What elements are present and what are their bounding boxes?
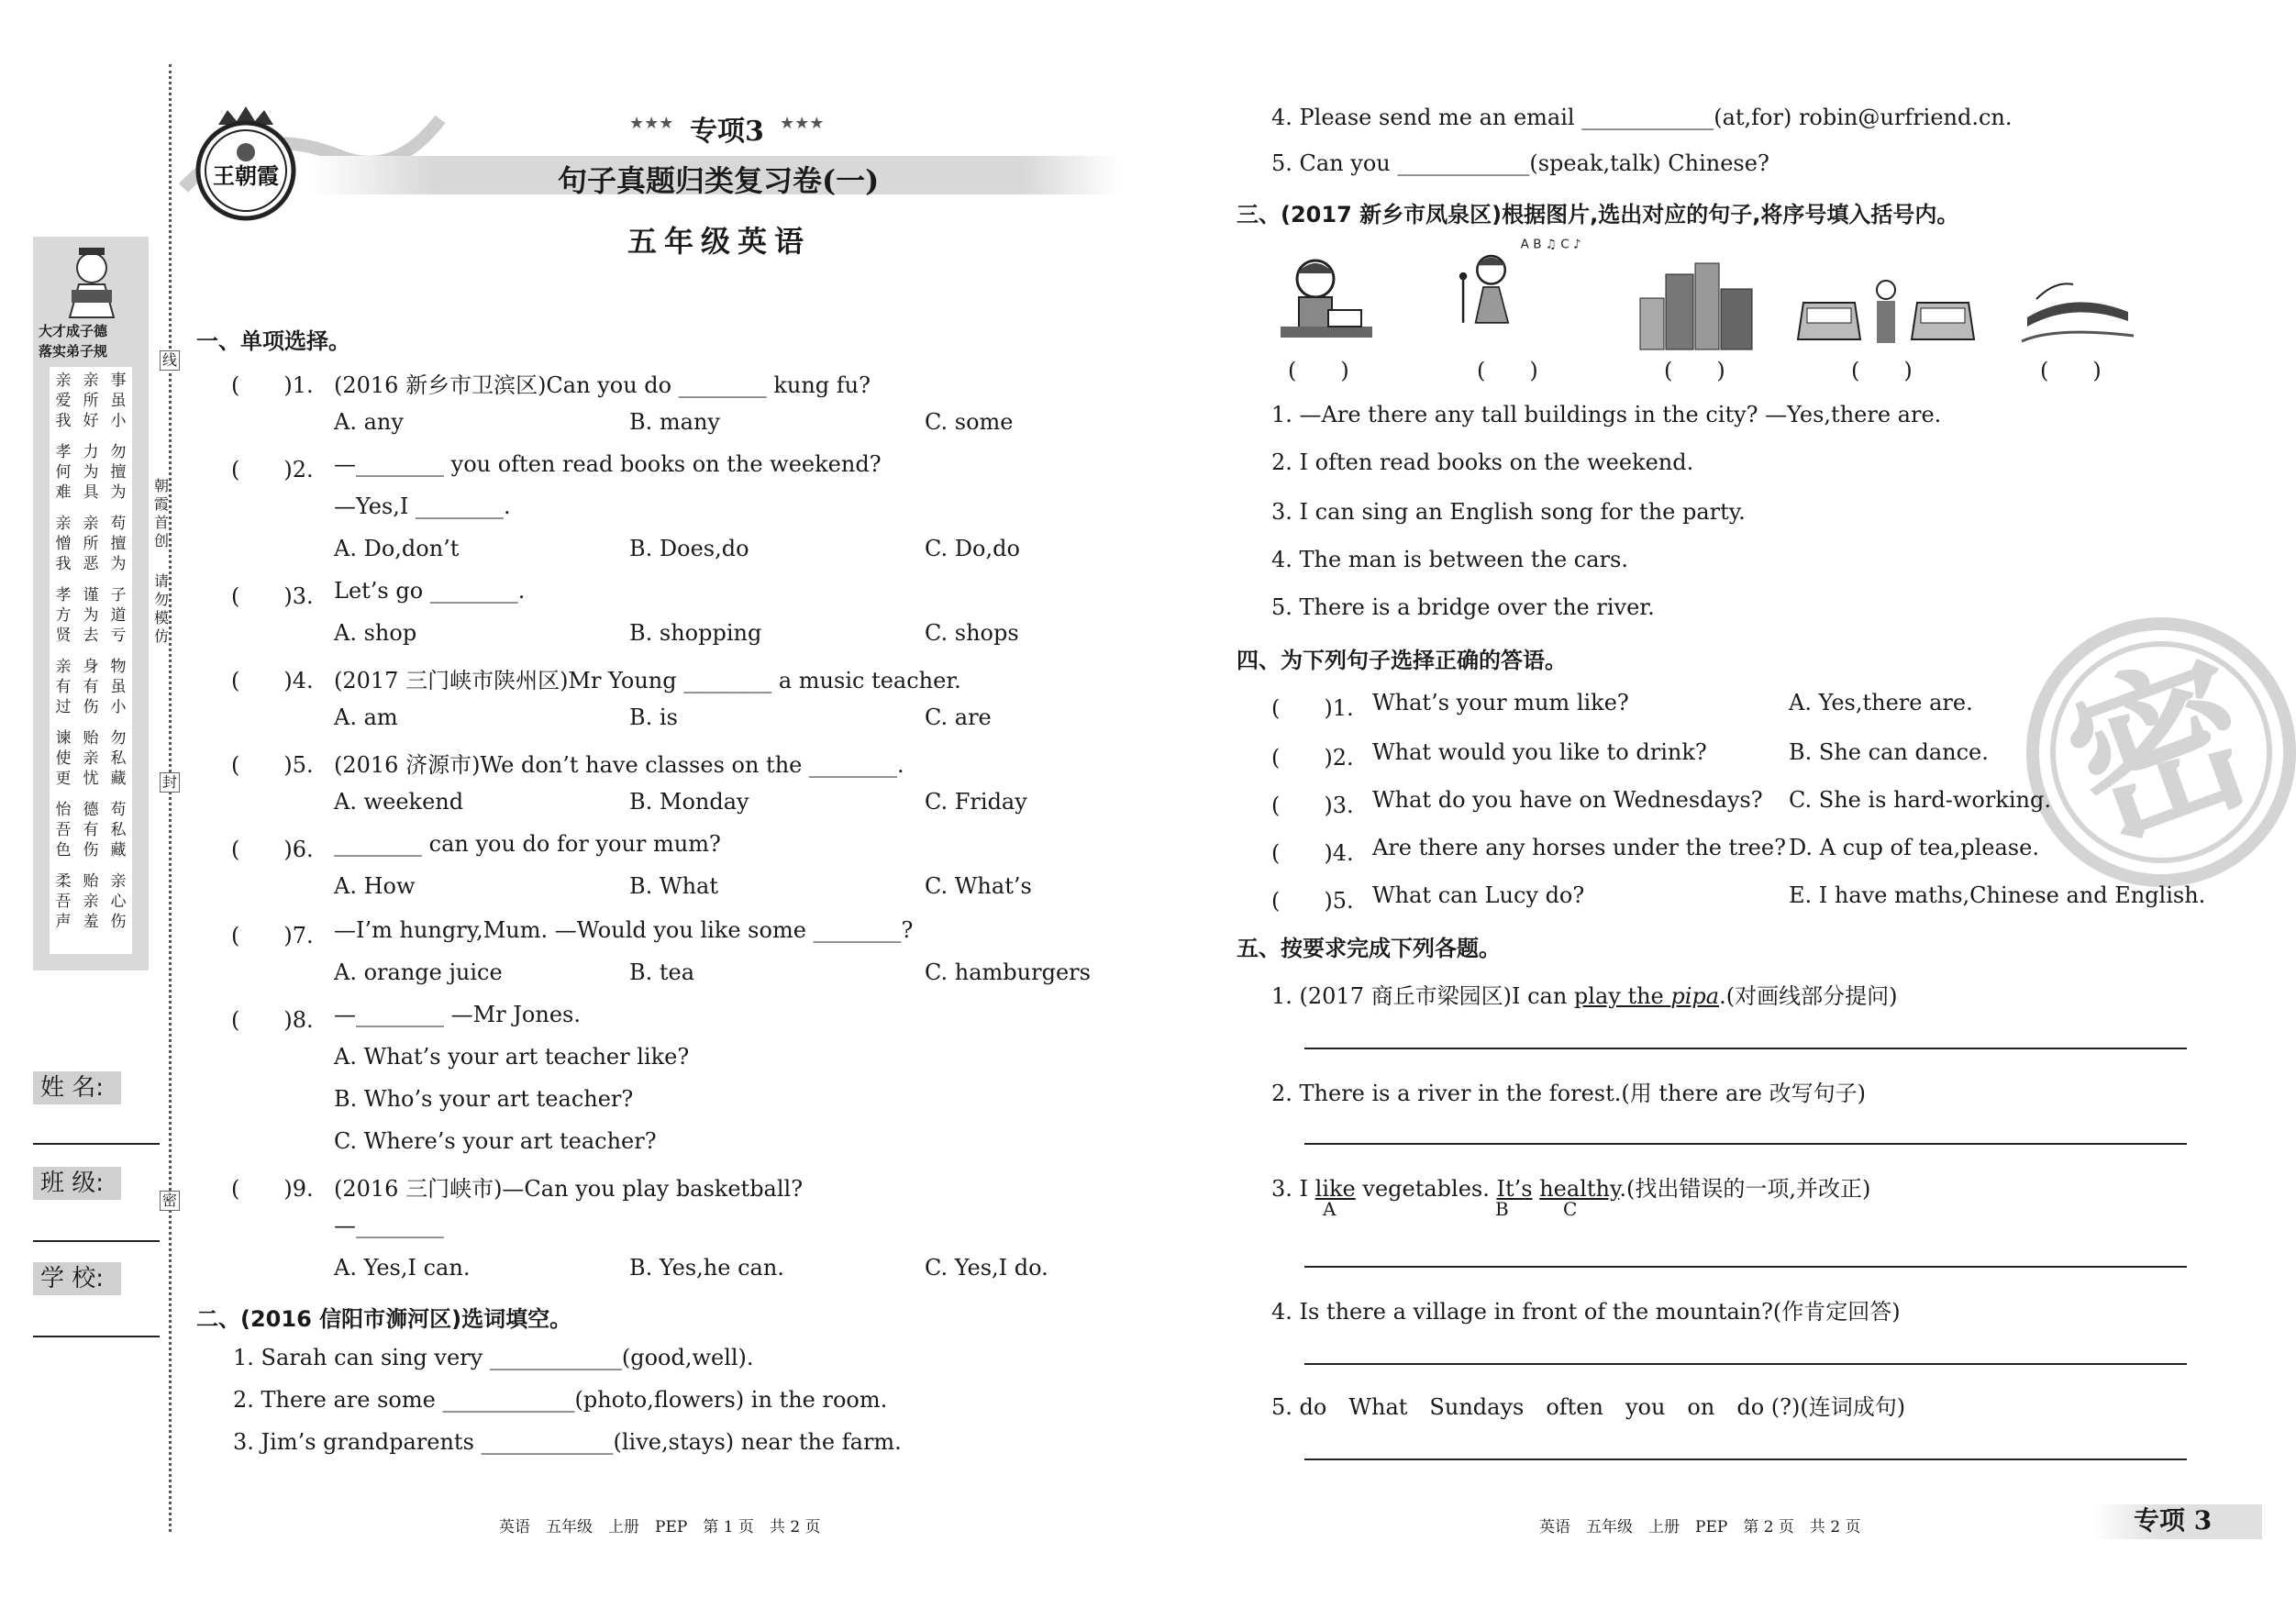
name-label: 姓 名:	[33, 1071, 121, 1104]
match-a1: A. Yes,there are.	[1789, 690, 1973, 715]
poem-col: 孝方贤	[55, 586, 72, 645]
q8-stem: —________ —Mr Jones.	[334, 1002, 581, 1027]
q3-number: ( )3.	[231, 583, 314, 609]
poem-col: 谨为去	[83, 586, 99, 645]
sidebar-motto-1: 大才成子德	[39, 323, 108, 339]
name-field[interactable]	[33, 1143, 160, 1145]
poem-col: 事虽小	[110, 372, 127, 430]
binding-dotted-line	[169, 64, 172, 1532]
girl-singing-picture	[1431, 231, 1587, 332]
poem-col: 贻亲羞	[83, 872, 99, 931]
match-q4: Are there any horses under the tree?	[1372, 835, 1786, 860]
poem-col: 亲憎我	[55, 515, 72, 573]
q5-stem: (2016 济源市)We don’t have classes on the ________.	[334, 752, 904, 778]
match-q5: What can Lucy do?	[1372, 882, 1585, 908]
q9-option-b[interactable]: B. Yes,he can.	[629, 1255, 784, 1281]
match-a2: B. She can dance.	[1789, 739, 1989, 765]
match-a5: E. I have maths,Chinese and English.	[1789, 882, 2206, 908]
picture-bracket-3[interactable]: ( )	[1664, 358, 1725, 383]
task-q1-suffix: .(对画线部分提问)	[1719, 983, 1898, 1009]
q9-option-c[interactable]: C. Yes,I do.	[925, 1255, 1048, 1281]
poem-col: 苟私藏	[110, 801, 127, 859]
q7-option-c[interactable]: C. hamburgers	[925, 959, 1091, 985]
answer-line-2[interactable]	[1304, 1143, 2187, 1145]
q3-option-a[interactable]: A. shop	[334, 620, 417, 646]
poem-col: 贻亲忧	[83, 729, 99, 788]
task-q3-word-b: It’s	[1496, 1176, 1533, 1202]
picture-sentence-5: 5. There is a bridge over the river.	[1271, 594, 1655, 620]
q7-option-a[interactable]: A. orange juice	[334, 959, 503, 985]
task-q3-part: .(找出错误的一项,并改正)	[1619, 1176, 1871, 1202]
star-decoration-left: ★★★	[629, 114, 674, 133]
svg-text:A B ♫ C ♪: A B ♫ C ♪	[1520, 237, 1581, 252]
match-q4-number: ( )4.	[1271, 840, 1354, 866]
q2-stem: —________ you often read books on the weekend?	[334, 451, 882, 477]
poem-col: 力为具	[83, 443, 99, 502]
poem-col: 亲爱我	[55, 372, 72, 430]
q3-stem: Let’s go ________.	[334, 578, 526, 604]
task-q4: 4. Is there a village in front of the mountain?(作肯定回答)	[1271, 1299, 1901, 1325]
q9-option-a[interactable]: A. Yes,I can.	[334, 1255, 471, 1281]
bridge-river-picture	[2018, 262, 2137, 363]
class-label: 班 级:	[33, 1167, 121, 1200]
q1-option-b[interactable]: B. many	[629, 409, 720, 435]
poem-col: 德有伤	[83, 801, 99, 859]
task-q3-label-c: C	[1563, 1198, 1578, 1220]
q9-line2: —________	[334, 1213, 444, 1238]
task-q1-pipa: pipa	[1670, 983, 1720, 1009]
section2-heading: 二、(2016 信阳市浉河区)选词填空。	[196, 1306, 572, 1332]
q9-number: ( )9.	[231, 1176, 314, 1202]
footer-corner-label: 专项 3	[2134, 1505, 2213, 1536]
fill-item-5: 5. Can you ____________(speak,talk) Chinese?	[1271, 150, 1769, 176]
q8-option-a[interactable]: A. What’s your art teacher like?	[334, 1044, 690, 1070]
q4-option-c[interactable]: C. are	[925, 704, 992, 730]
section5-heading: 五、按要求完成下列各题。	[1237, 936, 1501, 961]
task-q5: 5. do What Sundays often you on do (?)(连词成句)	[1271, 1394, 1906, 1420]
task-q3-label-a: A	[1323, 1198, 1337, 1220]
q2-number: ( )2.	[231, 457, 314, 482]
fill-item-1: 1. Sarah can sing very ____________(good,well).	[233, 1345, 754, 1370]
picture-sentence-3: 3. I can sing an English song for the party.	[1271, 499, 1746, 525]
match-a4: D. A cup of tea,please.	[1789, 835, 2039, 860]
q4-stem: (2017 三门峡市陕州区)Mr Young ________ a music teacher.	[334, 668, 961, 693]
q5-option-b[interactable]: B. Monday	[629, 789, 749, 815]
match-q3-number: ( )3.	[1271, 793, 1354, 818]
q7-stem: —I’m hungry,Mum. —Would you like some ________?	[334, 917, 914, 943]
section1-heading: 一、单项选择。	[196, 328, 350, 354]
q7-option-b[interactable]: B. tea	[629, 959, 695, 985]
q2-option-c[interactable]: C. Do,do	[925, 536, 1020, 561]
q2-option-a[interactable]: A. Do,don’t	[334, 536, 460, 561]
q5-option-a[interactable]: A. weekend	[334, 789, 464, 815]
binding-note-seal: 封	[160, 772, 180, 793]
poem-col: 勿私藏	[110, 729, 127, 788]
q6-stem: ________ can you do for your mum?	[334, 831, 721, 857]
scholar-illustration	[53, 244, 130, 319]
school-label: 学 校:	[33, 1262, 121, 1295]
poem-col: 勿擅为	[110, 443, 127, 502]
boy-reading-picture	[1271, 250, 1381, 350]
poem-col: 身有伤	[83, 658, 99, 716]
class-field[interactable]	[33, 1240, 160, 1242]
answer-line-4[interactable]	[1304, 1363, 2187, 1365]
binding-note-2: 请勿模仿	[153, 572, 169, 645]
task-q2: 2. There is a river in the forest.(用 there are 改写句子)	[1271, 1081, 1866, 1106]
match-q1-number: ( )1.	[1271, 695, 1354, 721]
stamp-char: 密	[2044, 627, 2278, 877]
poem-col: 亲心伤	[110, 872, 127, 931]
q6-option-a[interactable]: A. How	[334, 873, 416, 899]
task-q1-prefix: 1. (2017 商丘市梁园区)I can	[1271, 983, 1574, 1009]
confidential-stamp-icon	[2024, 615, 2296, 890]
q6-option-c[interactable]: C. What’s	[925, 873, 1032, 899]
q1-number: ( )1.	[231, 372, 314, 398]
match-q3: What do you have on Wednesdays?	[1372, 787, 1763, 813]
poem-col: 物虽小	[110, 658, 127, 716]
task-q1	[1271, 978, 1897, 1010]
task-q1-underlined	[1574, 983, 1719, 1009]
section3-heading: 三、(2017 新乡市凤泉区)根据图片,选出对应的句子,将序号填入括号内。	[1237, 202, 1959, 227]
q8-option-c[interactable]: C. Where’s your art teacher?	[334, 1128, 657, 1154]
page-title: 句子真题归类复习卷(一)	[558, 163, 880, 198]
answer-line-5[interactable]	[1304, 1458, 2187, 1460]
q8-option-b[interactable]: B. Who’s your art teacher?	[334, 1086, 634, 1112]
sidebar-poem	[50, 367, 132, 954]
q6-option-b[interactable]: B. What	[629, 873, 718, 899]
binding-note-line: 线	[160, 350, 180, 371]
picture-sentence-1: 1. —Are there any tall buildings in the city? —Yes,there are.	[1271, 402, 1942, 427]
sidebar-motto-2: 落实弟子规	[39, 343, 108, 360]
poem-col: 柔吾声	[55, 872, 72, 931]
picture-bracket-5[interactable]: ( )	[2040, 358, 2102, 383]
footer-left: 英语 五年级 上册 PEP 第 1 页 共 2 页	[499, 1518, 821, 1536]
task-q3-word-c: healthy	[1539, 1176, 1620, 1202]
q3-option-c[interactable]: C. shops	[925, 620, 1019, 646]
binding-note-secret: 密	[160, 1191, 180, 1211]
q2-line2: —Yes,I ________.	[334, 494, 511, 519]
q4-option-a[interactable]: A. am	[334, 704, 398, 730]
match-q5-number: ( )5.	[1271, 888, 1354, 914]
q7-number: ( )7.	[231, 923, 314, 948]
poem-col: 谏使更	[55, 729, 72, 788]
task-q3-label-b: B	[1495, 1198, 1509, 1220]
q9-stem: (2016 三门峡市)—Can you play basketball?	[334, 1176, 804, 1202]
match-q1: What’s your mum like?	[1372, 690, 1629, 715]
logo-text: 王朝霞	[213, 162, 279, 189]
q5-option-c[interactable]: C. Friday	[925, 789, 1027, 815]
answer-line-3[interactable]	[1304, 1266, 2187, 1268]
binding-note-1: 朝霞首创	[153, 477, 169, 549]
badge-label: 专项3	[690, 116, 764, 148]
q8-number: ( )8.	[231, 1007, 314, 1033]
q3-option-b[interactable]: B. shopping	[629, 620, 762, 646]
poem-col: 亲所恶	[83, 515, 99, 573]
picture-sentence-4: 4. The man is between the cars.	[1271, 547, 1628, 572]
q4-number: ( )4.	[231, 668, 314, 693]
footer-right: 英语 五年级 上册 PEP 第 2 页 共 2 页	[1539, 1518, 1861, 1536]
match-a3: C. She is hard-working.	[1789, 787, 2051, 813]
section4-heading: 四、为下列句子选择正确的答语。	[1237, 648, 1567, 673]
q1-option-a[interactable]: A. any	[334, 409, 404, 435]
fill-item-2: 2. There are some ____________(photo,flowers) in the room.	[233, 1387, 888, 1413]
poem-col: 苟擅为	[110, 515, 127, 573]
logo-icon	[191, 105, 301, 224]
task-q1-underlined-words: play the	[1573, 983, 1664, 1009]
picture-sentence-2: 2. I often read books on the weekend.	[1271, 449, 1694, 475]
school-field[interactable]	[33, 1336, 160, 1337]
page-subtitle: 五年级英语	[627, 224, 812, 259]
picture-bracket-2[interactable]: ( )	[1477, 358, 1538, 383]
q6-number: ( )6.	[231, 837, 314, 862]
task-q3-part: 3. I	[1271, 1176, 1315, 1202]
poem-col: 子道亏	[110, 586, 127, 645]
match-q2-number: ( )2.	[1271, 745, 1354, 771]
q1-stem: (2016 新乡市卫滨区)Can you do ________ kung fu?	[334, 372, 871, 398]
match-q2: What would you like to drink?	[1372, 739, 1707, 765]
q5-number: ( )5.	[231, 752, 314, 778]
q1-option-c[interactable]: C. some	[925, 409, 1014, 435]
picture-bracket-1[interactable]: ( )	[1288, 358, 1349, 383]
poem-col: 亲有过	[55, 658, 72, 716]
answer-line-1[interactable]	[1304, 1048, 2187, 1049]
q2-option-b[interactable]: B. Does,do	[629, 536, 749, 561]
fill-item-4: 4. Please send me an email ____________(at,for) robin@urfriend.cn.	[1271, 105, 2013, 130]
star-decoration-right: ★★★	[780, 114, 825, 133]
poem-col: 孝何难	[55, 443, 72, 502]
q4-option-b[interactable]: B. is	[629, 704, 678, 730]
fill-item-3: 3. Jim’s grandparents ____________(live,stays) near the farm.	[233, 1429, 902, 1455]
city-buildings-picture	[1635, 257, 1763, 358]
poem-col: 亲所好	[83, 372, 99, 430]
poem-col: 怡吾色	[55, 801, 72, 859]
task-q3-word-a: like	[1314, 1176, 1356, 1202]
task-q3-part: vegetables.	[1355, 1176, 1497, 1202]
picture-bracket-4[interactable]: ( )	[1851, 358, 1913, 383]
